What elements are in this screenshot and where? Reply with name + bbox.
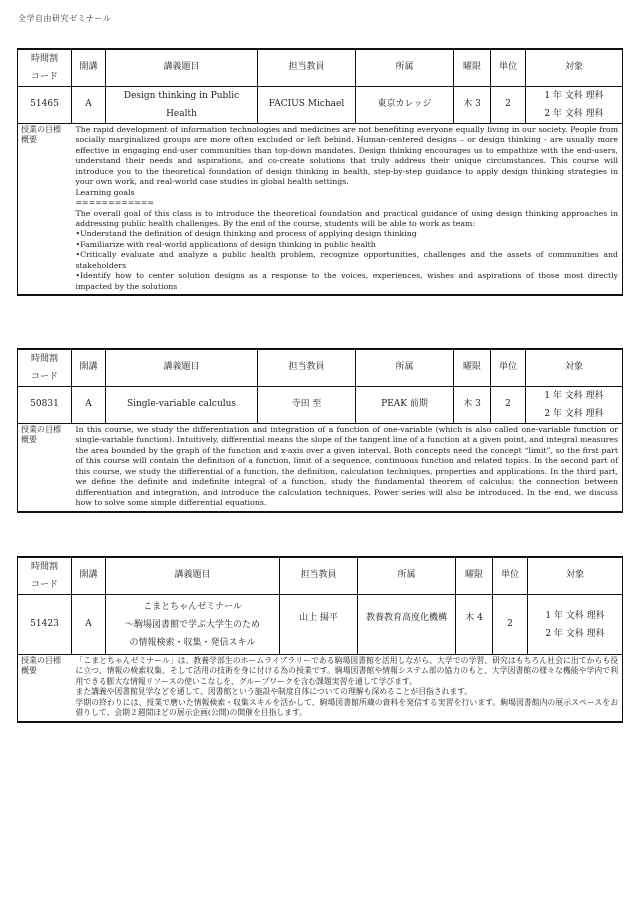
header-credits: 単位 [491,49,526,87]
header-semester: 開講 [72,49,106,87]
course-description: 「こまとちゃんゼミナール」は、教養学部生のホームライブラリーである駒場図書館を活用しながら、大学での学習、研究はもちろん社会に出てからも役に立つ、情報の検索収集、そして活用の技術を身に付ける為の授業です。駒場図書館や情報システム部の協力のもと、大学図書館の様々な機能や学内で利用できる膨大な情報リソースの使いこなしを、グループワークを含む課題実習を通して学びます。 また講義や図書館見学などを通して、図書館という施設や制度自体についての理解も深めることが目指されます。 学期の終わりには、授業で磨いた情報検索・収集スキルを活かして、駒場図書館所蔵の資料を発信する実習を行います。駒場図書館内の展示スペースをお借りして、会期２週間ほどの展示企画(公開)の開催を目指します。 [72,655,623,722]
header-instructor: 担当教員 [280,557,358,595]
course-title: Single-variable calculus [106,387,258,424]
objectives-label: 授業の目標概要 [18,424,72,512]
course-period: 木 4 [456,595,493,655]
header-title: 講義題目 [106,557,280,595]
course-code: 51465 [18,87,72,124]
course-table [17,48,623,296]
header-affiliation: 所属 [356,49,454,87]
header-code: 時間割 コード [18,349,72,387]
header-credits: 単位 [491,349,526,387]
header-period: 曜限 [456,557,493,595]
header-affiliation: 所属 [358,557,456,595]
course-credits: 2 [491,87,526,124]
course-title: こまとちゃんゼミナール 〜駒場図書館で学ぶ大学生のため の情報検索・収集・発信スキル [106,595,280,655]
header-credits: 単位 [493,557,528,595]
header-affiliation: 所属 [356,349,454,387]
course-period: 木 3 [454,87,491,124]
course-credits: 2 [493,595,528,655]
course-instructor: 山上 揚平 [280,595,358,655]
header-semester: 開講 [72,349,106,387]
header-code: 時間割 コード [18,49,72,87]
objectives-label: 授業の目標概要 [18,655,72,722]
course-target: 1 年 文科 理科 2 年 文科 理科 [526,387,623,424]
header-code: 時間割 コード [18,557,72,595]
header-target: 対象 [528,557,623,595]
header-period: 曜限 [454,349,491,387]
header-period: 曜限 [454,49,491,87]
course-table [17,348,623,513]
page-header: 全学自由研究ゼミナール [18,14,112,23]
objectives-label: 授業の目標概要 [18,124,72,296]
course-affiliation: PEAK 前期 [356,387,454,424]
course-semester: A [72,87,106,124]
header-semester: 開講 [72,557,106,595]
course-semester: A [72,595,106,655]
course-target: 1 年 文科 理科 2 年 文科 理科 [528,595,623,655]
course-description: The rapid development of information technologies and medicines are not benefiting everyone equally living in our society. People from socially marginalized groups are more often excluded or left behind. Human-centered designs – or design thinking - are usually more effective in engaging end-user communities than top-down mandates. Design thinking encourages us to empathize with the end-users, understand their needs and aspirations, and co-create solutions that truly address their unique circumstances. This course will introduce you to the theoretical foundation of design thinking in health, step-by-step guidance to apply design thinking strategies in your own work, and real-world case studies in global health settings. Learning goals ============ The overall goal of this class is to introduce the theoretical foundation and practical guidance of using design thinking approaches in addressing public health challenges. By the end of the course, students will be able to work as team: •Understand the definition of design thinking and process of applying design thinking •Familiarize with real-world applications of design thinking in public health •Critically evaluate and analyze a public health problem, recognize opportunities, challenges and the assets of communities and stakeholders •Identify how to center solution designs as a response to the voices, experiences, wishes and aspirations of those most directly impacted by the solutions [72,124,623,296]
header-title: 講義題目 [106,349,258,387]
course-description: In this course, we study the differentiation and integration of a function of one-variable (which is also called one-variable function or single-variable function). Intuitively, differential means the slope of the tangent line of a function at a given point, and integral measures the area bounded by the graph of the function and x-axis over a given interval. Both concepts need the concept “limit”, so the first part of this course will contain the definition of a function, limit of a sequence, continuous function and related topics. In the second part of this course, we study the differential of a function, the definition, calculation techniques, properties and applications. In the third part, we define the definite and indefinite integral of a function, study the fundamental theorem of calculus: the connection between differentiation and integration, and introduce the calculation techniques. Power series will also be introduced. In the end, we discuss how to solve some simple differential equations. [72,424,623,512]
course-code: 50831 [18,387,72,424]
course-period: 木 3 [454,387,491,424]
course-instructor: FACIUS Michael [258,87,356,124]
course-table [17,556,623,723]
header-target: 対象 [526,49,623,87]
course-semester: A [72,387,106,424]
course-code: 51423 [18,595,72,655]
header-target: 対象 [526,349,623,387]
header-title: 講義題目 [106,49,258,87]
header-instructor: 担当教員 [258,349,356,387]
course-affiliation: 教養教育高度化機構 [358,595,456,655]
header-instructor: 担当教員 [258,49,356,87]
course-title: Design thinking in Public Health [106,87,258,124]
course-affiliation: 東京カレッジ [356,87,454,124]
course-instructor: 寺田 至 [258,387,356,424]
course-target: 1 年 文科 理科 2 年 文科 理科 [526,87,623,124]
course-credits: 2 [491,387,526,424]
